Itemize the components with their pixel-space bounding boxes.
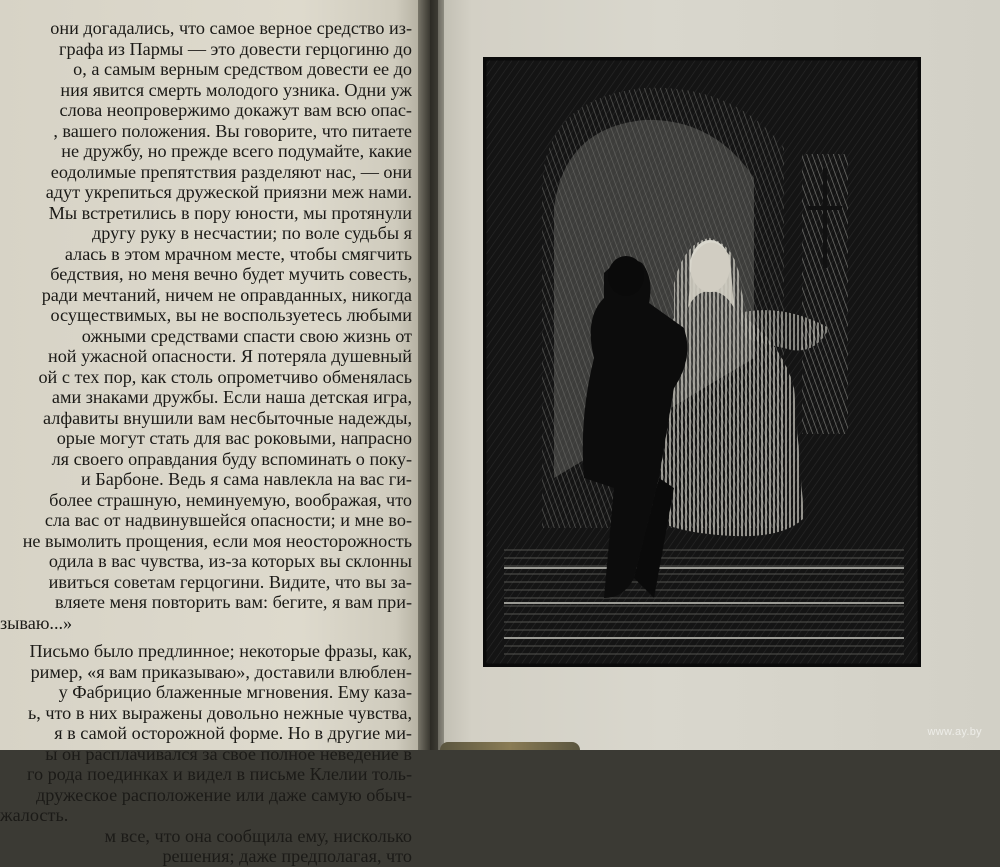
text-line: ы он расплачивался за свое полное неведение в	[45, 743, 412, 764]
text-line: я в самой осторожной форме. Но в другие ми-	[54, 723, 412, 743]
text-line: ивиться советам герцогини. Видите, что вы за-	[48, 571, 412, 592]
text-line: Мы встретились в пору юности, мы протянули	[48, 202, 412, 223]
text-line: орые могут стать для вас роковыми, напрасно	[56, 428, 412, 448]
table-edge	[440, 742, 580, 750]
text-line: ример, «я вам приказываю», доставили влюблен-	[30, 661, 412, 682]
text-line: и Барбоне. Ведь я сама навлекла на вас ги-	[81, 469, 412, 489]
text-block	[0, 18, 412, 867]
text-line: бедствия, но меня вечно будет мучить совесть,	[50, 264, 412, 284]
text-line: ля своего оправдания буду вспоминать о поку-	[51, 448, 412, 469]
text-line: у Фабрицио блаженные мгновения. Ему каза-	[58, 682, 412, 702]
left-page	[0, 0, 430, 866]
text-line: го рода поединках и видел в письме Клелии толь-	[26, 764, 412, 784]
text-line: дружеское расположение или даже самую обыч-	[36, 784, 412, 805]
right-page	[438, 0, 1000, 750]
text-line: более страшную, неминуемую, воображая, что	[49, 489, 412, 510]
paragraph-gap	[0, 633, 412, 641]
text-line: ь, что в них выражены довольно нежные чувства,	[27, 702, 412, 723]
engraving-illustration	[484, 58, 920, 666]
text-line: зываю...»	[0, 612, 73, 633]
text-line: о, а самым верным средством довести ее до	[73, 59, 412, 79]
text-line: м все, что она сообщила ему, нисколько	[104, 825, 412, 846]
text-line: ой с тех пор, как столь опрометчиво обменялась	[38, 366, 412, 387]
text-line: Письмо было предлинное; некоторые фразы, как,	[29, 641, 412, 661]
text-line: не дружбу, но прежде всего подумайте, какие	[61, 141, 412, 161]
text-line: ной ужасной опасности. Я потеряла душевный	[47, 346, 412, 366]
engraving-icon	[484, 58, 920, 666]
text-line: осуществимых, вы не воспользуетесь любыми	[50, 305, 412, 325]
watermark: www.ay.by	[927, 726, 982, 738]
text-line: другу руку в несчастии; по воле судьбы я	[92, 223, 412, 243]
text-line: жалость.	[0, 805, 69, 825]
text-line: вляете меня повторить вам: бегите, я вам при-	[55, 592, 412, 612]
text-line: сла вас от надвинувшейся опасности; и мне во-	[44, 510, 412, 530]
text-line: ния явится смерть молодого узника. Одни уж	[60, 79, 412, 100]
text-line: они догадались, что самое верное средство из-	[50, 18, 412, 38]
text-line: слова неопровержимо докажут вам всю опас-	[59, 100, 412, 120]
text-line: графа из Пармы — это довести герцогиню до	[59, 38, 412, 59]
text-line: одила в вас чувства, из-за которых вы склонны	[48, 551, 412, 571]
text-line: ожными средствами спасти свою жизнь от	[81, 325, 412, 346]
book-gutter	[418, 0, 444, 750]
text-line: , вашего положения. Вы говорите, что питаете	[53, 120, 412, 141]
text-line: не вымолить прощения, если моя неосторожность	[22, 530, 412, 551]
text-line: ами знаками дружбы. Если наша детская игра,	[51, 387, 412, 407]
text-line: решения; даже предполагая, что	[162, 846, 412, 866]
text-line: ради мечтаний, ничем не оправданных, никогда	[41, 284, 412, 305]
text-line: алась в этом мрачном месте, чтобы смягчить	[64, 243, 412, 264]
text-line: еодолимые препятствия разделяют нас, — они	[50, 161, 412, 182]
text-line: алфавиты внушили вам несбыточные надежды,	[43, 407, 412, 428]
text-line: адут укрепиться дружеской приязни меж нами.	[45, 182, 412, 202]
